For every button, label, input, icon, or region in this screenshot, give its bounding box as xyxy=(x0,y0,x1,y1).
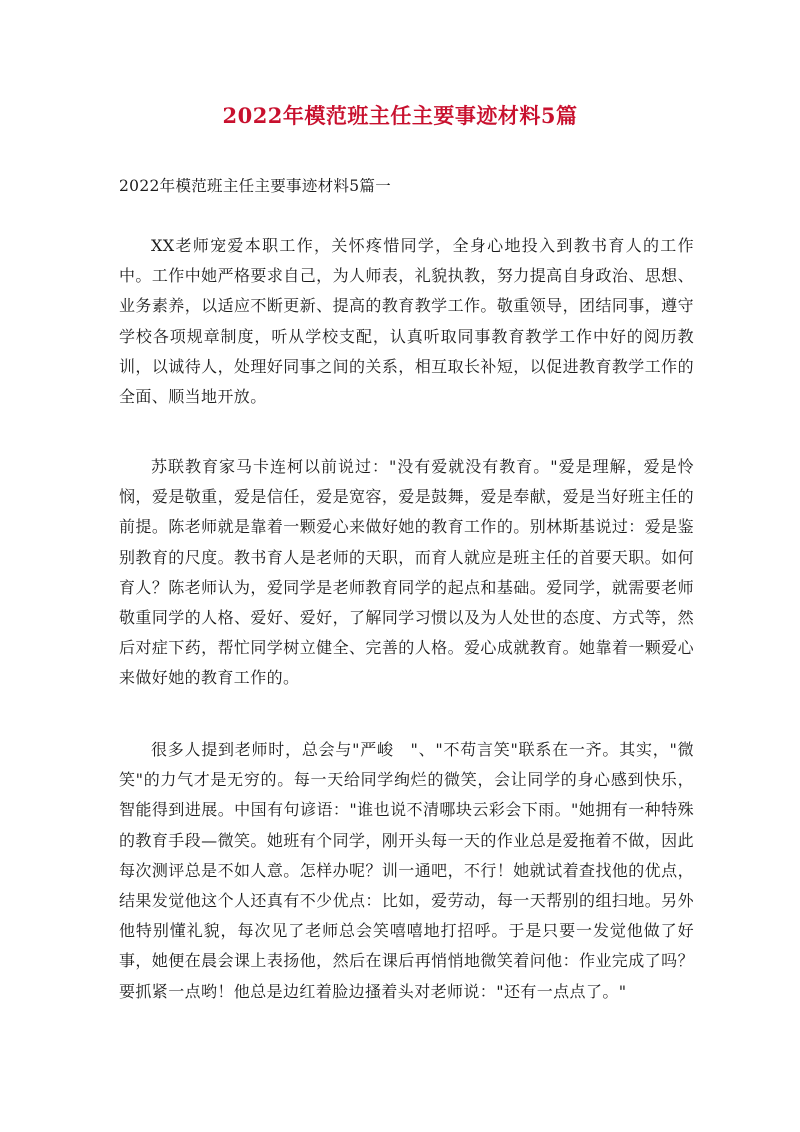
section-heading: 2022年模范班主任主要事迹材料5篇一 xyxy=(119,177,392,195)
paragraph-1: XX老师宠爱本职工作，关怀疼惜同学，全身心地投入到教书育人的工作中。工作中她严格要求自己，为人师表，礼貌执教，努力提高自身政治、思想、业务素养，以适应不断更新、提高的教育教学工作。敬重领导，团结同事，遵守学校各项规章制度，听从学校支配，认真听取同事教育教学工作中好的阅历教训，以诚待人，处理好同事之间的关系，相互取长补短，以促进教育教学工作的全面、顺当地开放。 xyxy=(119,236,694,407)
document-title: 2022年模范班主任主要事迹材料5篇 xyxy=(222,103,578,128)
paragraph-2: 苏联教育家马卡连柯以前说过："没有爱就没有教育。"爱是理解，爱是怜悯，爱是敬重，爱是信任，爱是宽容，爱是鼓舞，爱是奉献，爱是当好班主任的前提。陈老师就是靠着一颗爱心来做好她的教育工作的。别林斯基说过：爱是鉴别教育的尺度。教书育人是老师的天职，而育人就应是班主任的首要天职。如何育人？陈老师认为，爱同学是老师教育同学的起点和基础。爱同学，就需要老师敬重同学的人格、爱好、爱好，了解同学习惯以及为人处世的态度、方式等，然后对症下药，帮忙同学树立健全、完善的人格。爱心成就教育。她靠着一颗爱心来做好她的教育工作的。 xyxy=(119,457,694,688)
paragraph-3: 很多人提到老师时，总会与"严峻 "、"不苟言笑"联系在一齐。其实，"微笑"的力气才是无穷的。每一天给同学绚烂的微笑，会让同学的身心感到快乐，智能得到进展。中国有句谚语："谁也说不清哪块云彩会下雨。"她拥有一种特殊的教育手段—微笑。她班有个同学，刚开头每一天的作业总是爱拖着不做，因此每次测评总是不如人意。怎样办呢？训一通吧，不行！她就试着查找他的优点，结果发觉他这个人还真有不少优点：比如，爱劳动，每一天帮别的组扫地。另外他特别懂礼貌，每次见了老师总会笑嘻嘻地打招呼。于是只要一发觉他做了好事，她便在晨会课上表扬他，然后在课后再悄悄地微笑着问他：作业完成了吗？要抓紧一点哟！他总是边红着脸边搔着头对老师说："还有一点点了。" xyxy=(119,740,694,1001)
